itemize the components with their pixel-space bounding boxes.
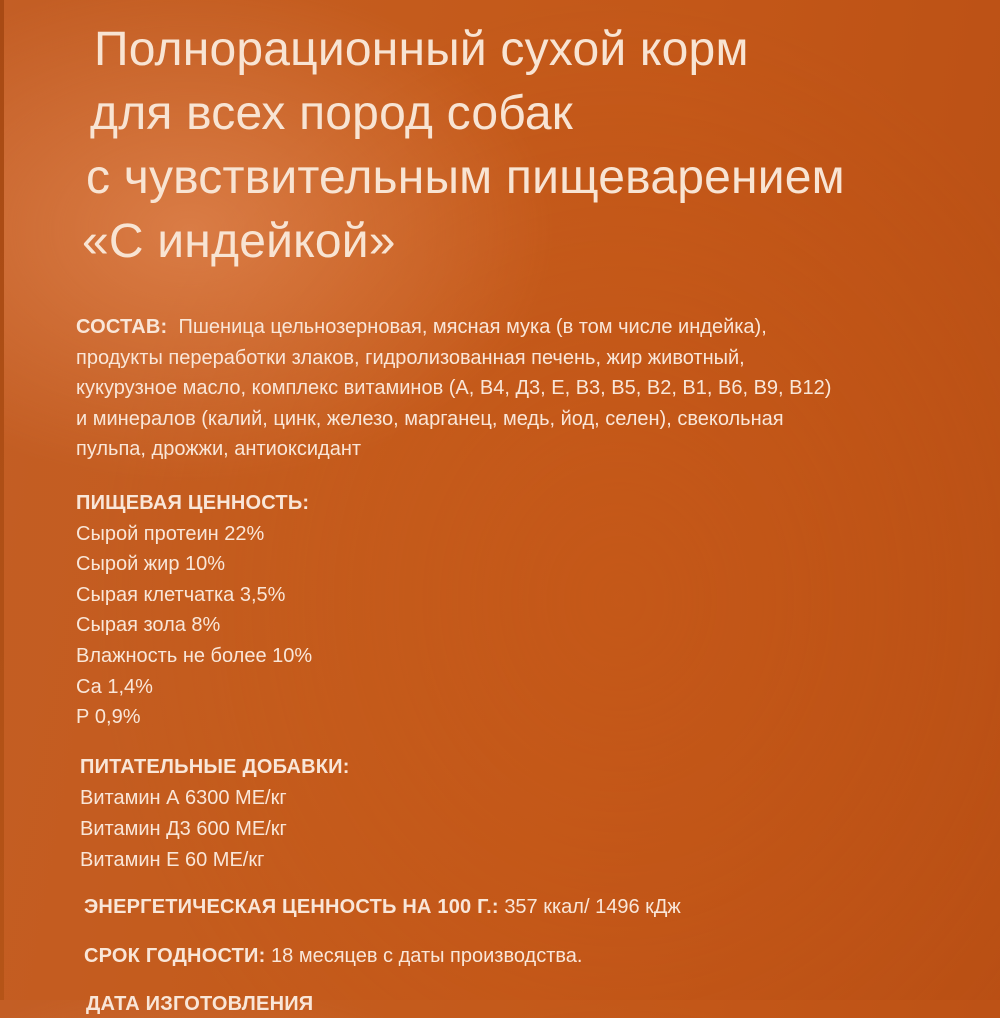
energy-label: ЭНЕРГЕТИЧЕСКАЯ ЦЕННОСТЬ НА 100 Г.: <box>84 896 499 918</box>
shelf-life-value: 18 месяцев с даты производства. <box>271 945 583 967</box>
manufacture-date-section <box>86 990 313 1018</box>
energy-value: 357 ккал/ 1496 кДж <box>504 896 681 918</box>
manufacture-date-label: ДАТА ИЗГОТОВЛЕНИЯ <box>86 993 314 1015</box>
additive-item: Витамин А 6300 МЕ/кг <box>80 787 287 809</box>
additives-section <box>80 752 350 876</box>
additives-label: ПИТАТЕЛЬНЫЕ ДОБАВКИ: <box>80 756 350 778</box>
nutrition-item: Са 1,4% <box>76 675 153 698</box>
shelf-life-section <box>84 942 582 970</box>
energy-section <box>84 893 681 921</box>
composition-line <box>76 312 956 343</box>
composition-section <box>76 312 956 465</box>
composition-line: кукурузное масло, комплекс витаминов (А, В4, Д3, Е, В3, В5, В2, В1, В6, В9, В12) <box>76 377 832 400</box>
product-title <box>0 18 1000 274</box>
nutrition-item: Сырой жир 10% <box>76 553 226 576</box>
composition-line: продукты переработки злаков, гидролизованная печень, жир животный, <box>76 346 745 369</box>
title-line: Полнорационный сухой корм <box>94 23 749 76</box>
nutrition-item: Сырая зола 8% <box>76 614 221 637</box>
composition-label: СОСТАВ: <box>76 316 168 338</box>
composition-line: и минералов (калий, цинк, железо, марганец, медь, йод, селен), свекольная <box>76 407 784 430</box>
nutrition-label: ПИЩЕВАЯ ЦЕННОСТЬ: <box>76 492 310 514</box>
additive-item: Витамин Д3 600 МЕ/кг <box>80 818 287 840</box>
title-line: с чувствительным пищеварением <box>86 151 845 204</box>
nutrition-item: Влажность не более 10% <box>76 644 313 667</box>
nutrition-item: Сырой протеин 22% <box>76 522 265 545</box>
composition-line: пульпа, дрожжи, антиоксидант <box>76 438 362 461</box>
additive-item: Витамин Е 60 МЕ/кг <box>80 849 265 871</box>
title-line: «С индейкой» <box>82 215 396 268</box>
nutrition-section <box>76 488 312 733</box>
nutrition-item: Сырая клетчатка 3,5% <box>76 583 286 606</box>
nutrition-item: Р 0,9% <box>76 706 141 729</box>
shelf-life-label: СРОК ГОДНОСТИ: <box>84 945 266 967</box>
composition-text: Пшеница цельнозерновая, мясная мука (в том числе индейка), <box>178 316 767 338</box>
title-line: для всех пород собак <box>90 87 573 140</box>
